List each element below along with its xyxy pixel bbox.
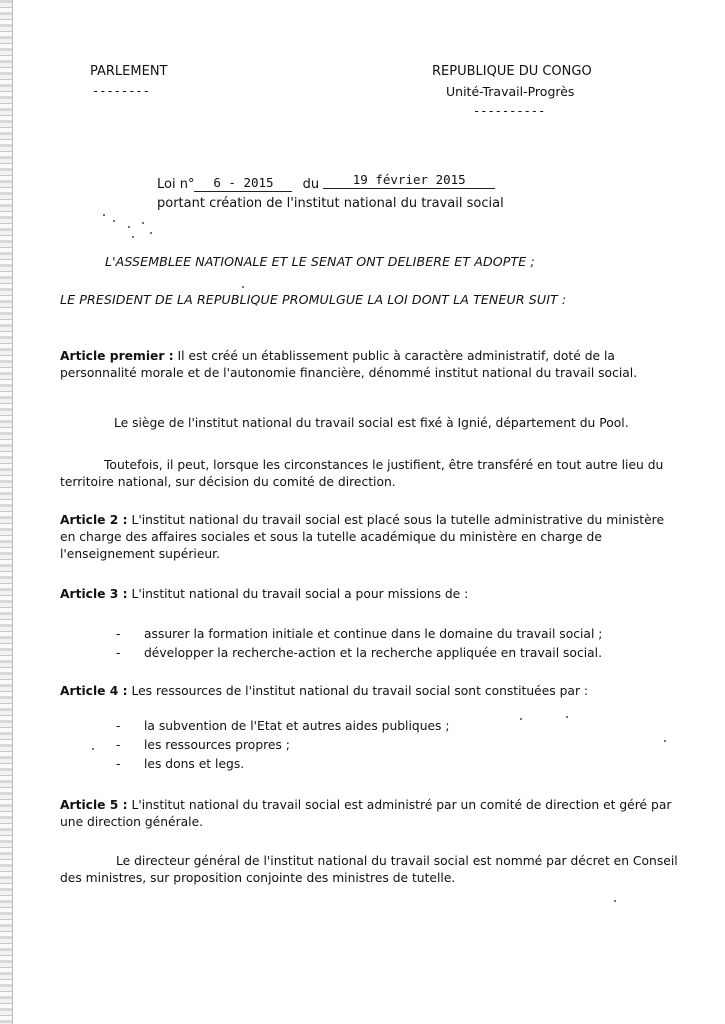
du-label: du — [302, 177, 320, 192]
article-3-list — [116, 627, 602, 665]
article-5-para-2: Le directeur général de l'institut national du travail social est nommé par décret en Conseil des ministres, sur proposition conjointe des ministres de tutelle. — [60, 854, 678, 885]
article-4-label: Article 4 : — [60, 684, 128, 698]
article-4 — [60, 683, 680, 700]
article-3-text: L'institut national du travail social a pour missions de : — [127, 587, 469, 601]
list-item-text: les ressources propres ; — [144, 738, 290, 752]
article-5-text: L'institut national du travail social est administré par un comité de direction et géré par une direction générale. — [60, 798, 672, 829]
list-item-text: la subvention de l'Etat et autres aides publiques ; — [144, 719, 450, 733]
article-3-label: Article 3 : — [60, 587, 128, 601]
article-5-label: Article 5 : — [60, 798, 128, 812]
article-1 — [60, 348, 680, 382]
list-item — [116, 738, 450, 757]
law-date: 19 février 2015 — [323, 172, 495, 189]
header-right-dashes: ---------- — [473, 104, 546, 118]
article-1-para-2: Le siège de l'institut national du travail social est fixé à Ignié, département du Pool. — [114, 416, 629, 430]
preamble-line-2: LE PRESIDENT DE LA REPUBLIQUE PROMULGUE LA LOI DONT LA TENEUR SUIT : — [60, 292, 567, 307]
law-number: 6 - 2015 — [194, 175, 292, 192]
list-item-text: les dons et legs. — [144, 757, 245, 771]
header-left-title: PARLEMENT — [90, 64, 168, 79]
list-item-text: assurer la formation initiale et continue dans le domaine du travail social ; — [144, 627, 603, 641]
header-right-title: REPUBLIQUE DU CONGO — [432, 64, 592, 79]
article-3 — [60, 586, 680, 603]
article-4-list — [116, 719, 450, 776]
list-item — [116, 719, 450, 738]
list-item — [116, 757, 450, 776]
article-1-label: Article premier : — [60, 349, 174, 363]
loi-label: Loi n° — [157, 177, 195, 192]
article-2-label: Article 2 : — [60, 513, 128, 527]
law-title-line — [157, 172, 495, 192]
list-dash: - — [116, 627, 121, 641]
list-item-text: développer la recherche-action et la recherche appliquée en travail social. — [144, 646, 602, 660]
list-dash: - — [116, 738, 121, 752]
article-1-text: Il est créé un établissement public à caractère administratif, doté de la personnalité morale et de l'autonomie financière, dénommé institut national du travail social. — [60, 349, 638, 380]
list-item — [116, 627, 602, 646]
article-2-text: L'institut national du travail social est placé sous la tutelle administrative du ministère en charge des affaires sociales et sous la tutelle académique du ministère en charge de l'enseignement supérieur. — [60, 513, 665, 561]
article-5 — [60, 797, 680, 831]
preamble-line-1: L'ASSEMBLEE NATIONALE ET LE SENAT ONT DELIBERE ET ADOPTE ; — [105, 254, 535, 269]
list-dash: - — [116, 719, 121, 733]
list-dash: - — [116, 646, 121, 660]
scan-edge — [0, 0, 13, 1024]
article-4-text: Les ressources de l'institut national du travail social sont constituées par : — [127, 684, 589, 698]
article-2 — [60, 512, 680, 563]
article-1-para-3: Toutefois, il peut, lorsque les circonstances le justifient, être transféré en tout autre lieu du territoire national, sur décision du comité de direction. — [60, 458, 664, 489]
list-dash: - — [116, 757, 121, 771]
law-subject: portant création de l'institut national du travail social — [157, 196, 504, 211]
list-item — [116, 646, 602, 665]
header-motto: Unité-Travail-Progrès — [446, 84, 575, 99]
header-left-dashes: -------- — [92, 84, 150, 98]
